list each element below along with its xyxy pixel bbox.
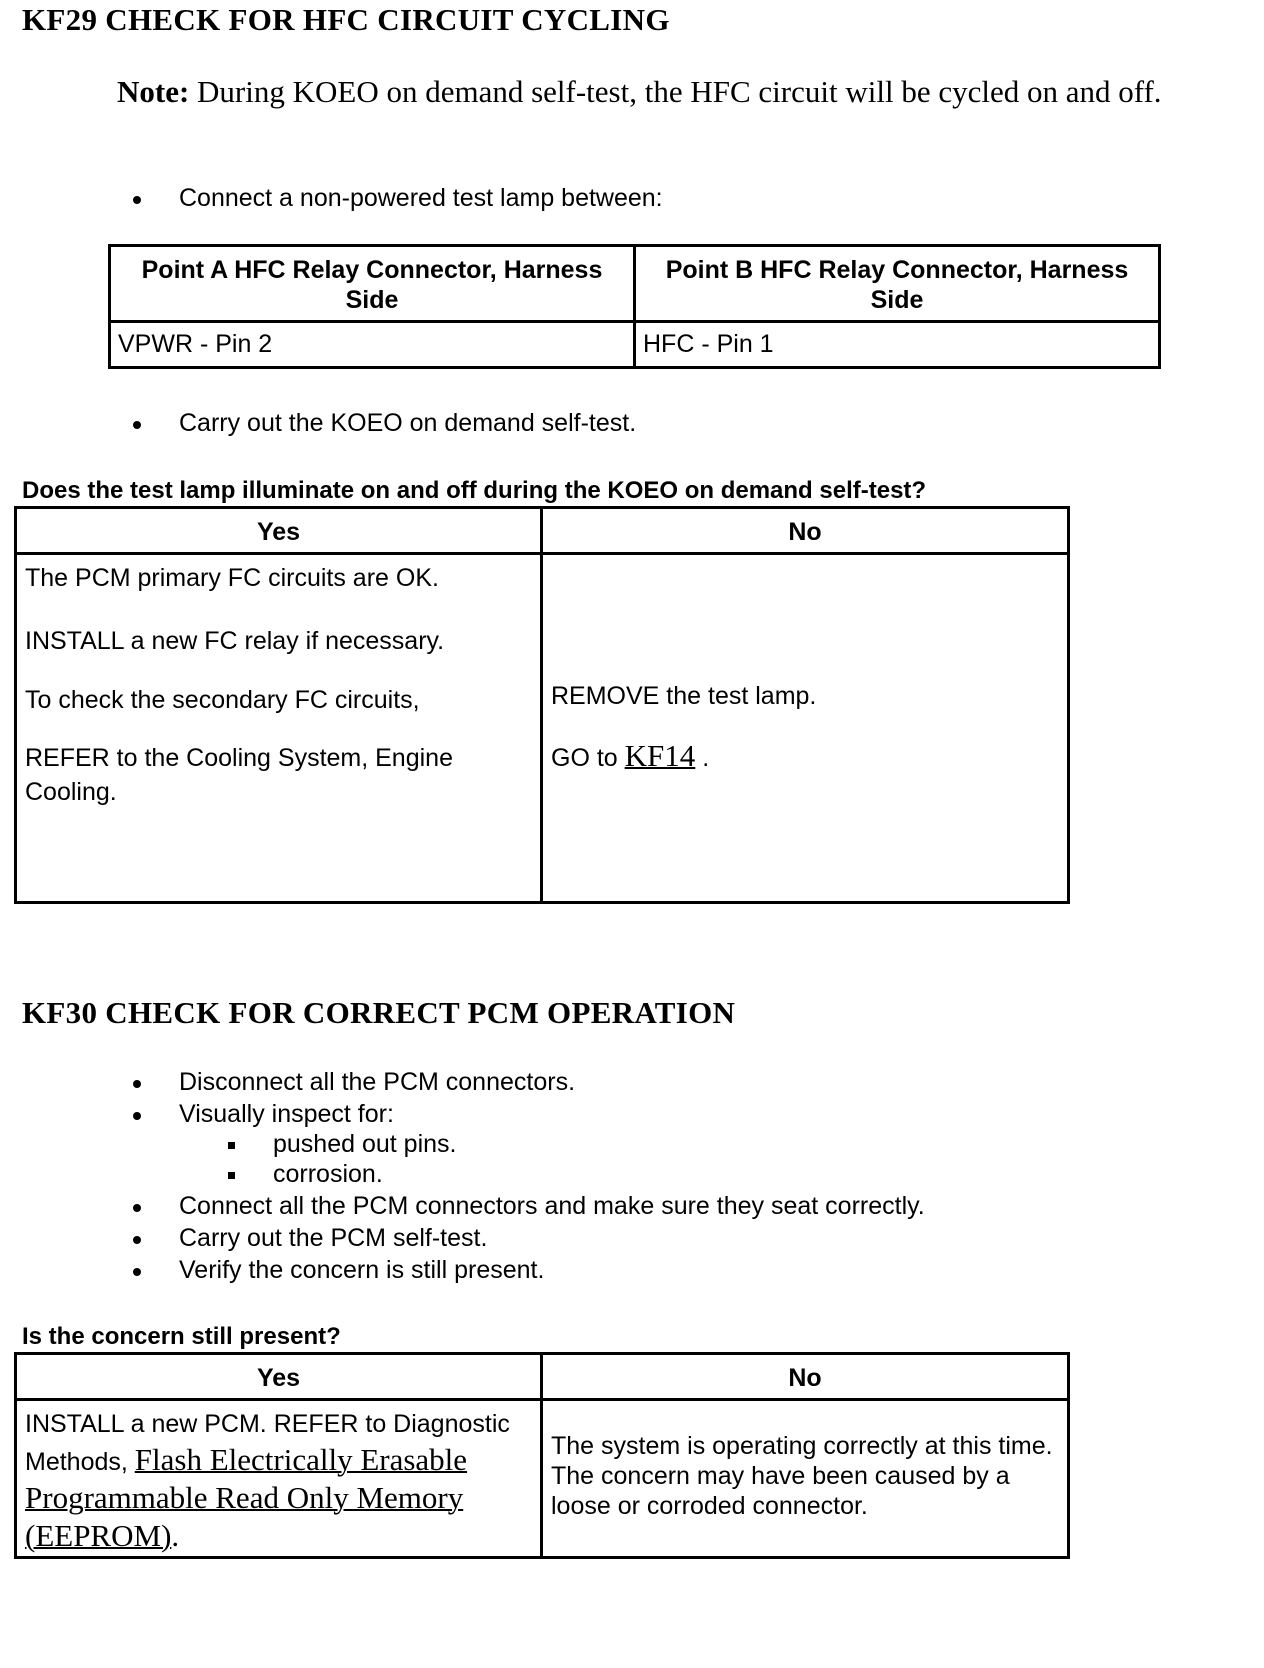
goto-prefix: GO to	[551, 744, 625, 772]
kf30-bullet-verify: Verify the concern is still present.	[179, 1256, 545, 1284]
pin-table-header-point-b: Point B HFC Relay Connector, Harness Side	[635, 246, 1160, 322]
kf29-yes-header: Yes	[16, 508, 542, 554]
kf30-bullet-connect: Connect all the PCM connectors and make sure they seat correctly.	[179, 1192, 925, 1220]
kf30-bullet-self-test: Carry out the PCM self-test.	[179, 1224, 488, 1252]
kf30-sub-bullet-corrosion: corrosion.	[273, 1160, 383, 1188]
pin-table-header-point-a: Point A HFC Relay Connector, Harness Side	[110, 246, 635, 322]
kf29-yes-cell	[16, 554, 542, 903]
yes-suffix: .	[171, 1518, 180, 1553]
note-label: Note:	[117, 74, 190, 109]
kf29-heading: KF29 CHECK FOR HFC CIRCUIT CYCLING	[22, 2, 670, 37]
bullet-icon	[133, 1204, 141, 1212]
kf30-sub-bullet-pins: pushed out pins.	[273, 1130, 457, 1158]
yes-install-pcm-text: INSTALL a new PCM. REFER to Diagnostic Methods,	[25, 1410, 510, 1476]
kf30-bullet-inspect: Visually inspect for:	[179, 1100, 394, 1128]
kf30-question: Is the concern still present?	[22, 1323, 341, 1350]
square-bullet-icon	[228, 1142, 235, 1149]
square-bullet-icon	[228, 1172, 235, 1179]
kf30-no-cell	[542, 1400, 1069, 1558]
pin-table-cell-point-a: VPWR - Pin 2	[110, 322, 635, 368]
kf14-link[interactable]: KF14	[624, 738, 696, 773]
bullet-icon	[133, 196, 141, 204]
kf29-question: Does the test lamp illuminate on and off during the KOEO on demand self-test?	[22, 477, 927, 504]
eeprom-link[interactable]: Flash Electrically Erasable Programmable Read Only Memory (EEPROM)	[25, 1442, 468, 1553]
kf29-no-header: No	[542, 508, 1069, 554]
bullet-icon	[133, 1080, 141, 1088]
yes-line-circuits-ok: The PCM primary FC circuits are OK.	[25, 564, 439, 592]
kf29-bullet-connect-lamp: Connect a non-powered test lamp between:	[179, 184, 663, 212]
kf30-answer-table	[14, 1352, 1070, 1559]
pin-table-cell-point-b: HFC - Pin 1	[635, 322, 1160, 368]
kf30-bullet-disconnect: Disconnect all the PCM connectors.	[179, 1068, 576, 1096]
kf29-bullet-self-test: Carry out the KOEO on demand self-test.	[179, 409, 637, 437]
yes-line-check-secondary: To check the secondary FC circuits,	[25, 686, 420, 714]
pin-table	[108, 244, 1161, 369]
kf29-no-cell	[542, 554, 1069, 903]
kf29-answer-table	[14, 506, 1070, 904]
bullet-icon	[133, 1268, 141, 1276]
bullet-icon	[133, 1112, 141, 1120]
note-text: During KOEO on demand self-test, the HFC circuit will be cycled on and off.	[189, 74, 1162, 109]
yes-line-install-relay: INSTALL a new FC relay if necessary.	[25, 627, 445, 655]
kf29-note	[117, 73, 1177, 110]
kf30-yes-cell	[16, 1400, 542, 1558]
kf30-yes-header: Yes	[16, 1354, 542, 1400]
kf30-heading: KF30 CHECK FOR CORRECT PCM OPERATION	[22, 995, 736, 1030]
bullet-icon	[133, 421, 141, 429]
kf30-no-header: No	[542, 1354, 1069, 1400]
no-system-ok-text: The system is operating correctly at this time. The concern may have been caused by a loose or corroded connector.	[551, 1432, 1053, 1520]
no-line-goto	[551, 738, 710, 773]
yes-line-refer-cooling: REFER to the Cooling System, Engine Cooling.	[25, 744, 453, 806]
bullet-icon	[133, 1236, 141, 1244]
goto-suffix: .	[695, 744, 710, 772]
no-line-remove-lamp: REMOVE the test lamp.	[551, 682, 817, 710]
